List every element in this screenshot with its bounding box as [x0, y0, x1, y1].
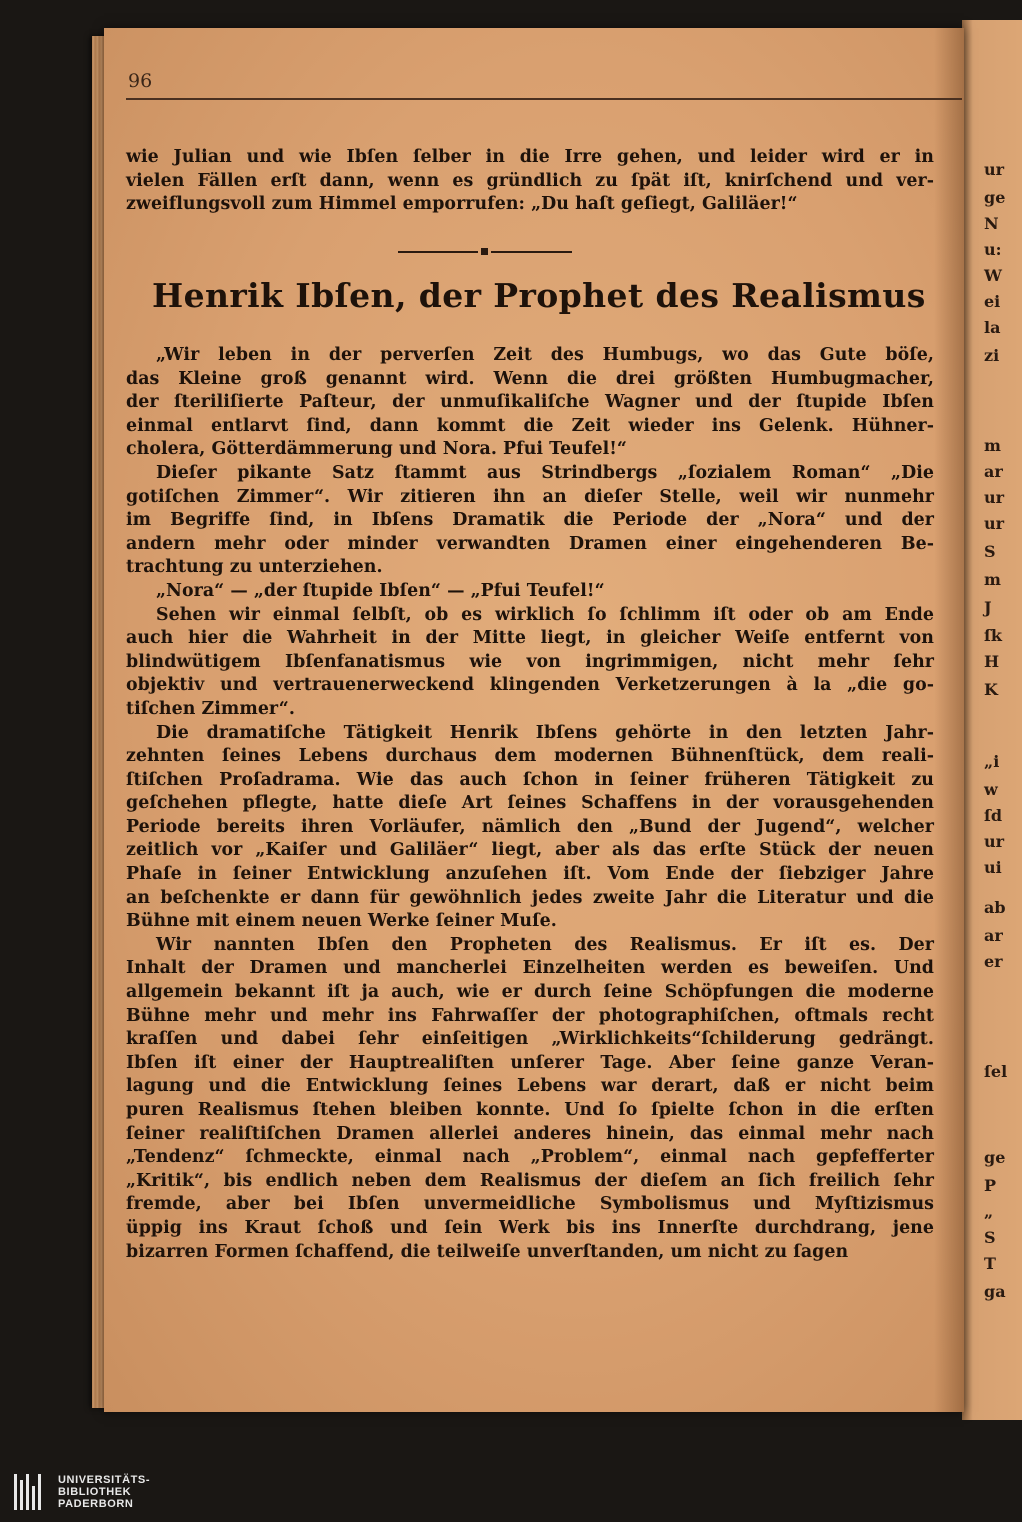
text-line: tiſchen Zimmer“.	[126, 698, 295, 719]
text-line: Bühne mit einem neuen Werke ſeiner Muſe.	[126, 911, 557, 932]
facing-page-fragment: S	[984, 542, 996, 561]
text-line: ſeiner realiſtiſchen Dramen allerlei anderes hinein, das einmal mehr nach	[126, 1123, 934, 1144]
text-line: Ibſen iſt einer der Hauptrealiſten unſerer Tage. Aber ſeine ganze Veran-	[126, 1052, 934, 1073]
facing-page-fragment: ui	[984, 858, 1002, 877]
text-line: der ſteriliſierte Paſteur, der unmuſikaliſche Wagner und der ſtupide Ibſen	[126, 392, 934, 413]
facing-page-fragment: ga	[984, 1282, 1006, 1301]
text-line: kraſſen und dabei ſehr einſeitigen „Wirklichkeits“ſchilderung gedrängt.	[126, 1029, 934, 1050]
text-line: „Kritik“, bis endlich neben dem Realismus der dieſem an ſich freilich ſehr	[126, 1170, 934, 1191]
library-logo-mark-icon	[14, 1474, 44, 1510]
body-text	[126, 344, 934, 1264]
facing-page-fragment: ur	[984, 160, 1005, 179]
chapter-heading: Henrik Ibſen, der Prophet des Realismus	[152, 276, 926, 315]
facing-page-fragment: er	[984, 952, 1003, 971]
text-line: „Tendenz“ ſchmeckte, einmal nach „Problem“, einmal nach gepfefferter	[126, 1147, 934, 1168]
facing-page-fragment: T	[984, 1254, 996, 1273]
facing-page-fragment: ge	[984, 1148, 1006, 1167]
text-line: Die dramatiſche Tätigkeit Henrik Ibſens gehörte in den letzten Jahr-	[156, 722, 934, 743]
facing-page-fragment: ur	[984, 488, 1005, 507]
text-line: Sehen wir einmal ſelbſt, ob es wirklich ſo ſchlimm iſt oder ob am Ende	[156, 604, 934, 625]
facing-page-fragment: w	[984, 780, 998, 799]
facing-page-fragment: ur	[984, 832, 1005, 851]
facing-page-fragment: J	[984, 598, 992, 617]
facing-page-fragment: „i	[984, 752, 1000, 771]
text-line: üppig ins Kraut ſchoß und ſein Werk bis ins Innerſte durchdrang, jene	[126, 1217, 934, 1238]
text-line: allgemein bekannt iſt ja auch, wie er durch ſeine Schöpfungen die moderne	[126, 982, 934, 1003]
facing-page-fragment: u:	[984, 240, 1002, 259]
text-line: zehnten ſeines Lebens durchaus dem modernen Bühnenſtück, dem reali-	[126, 746, 934, 767]
library-logo	[14, 1472, 150, 1512]
opening-paragraph	[126, 146, 934, 217]
facing-page-fragment: P	[984, 1176, 997, 1195]
text-line: fremde, aber bei Ibſen unvermeidliche Symbolismus und Myſtizismus	[126, 1194, 934, 1215]
text-line: gotiſchen Zimmer“. Wir zitieren ihn an dieſer Stelle, weil wir nunmehr	[126, 486, 934, 507]
text-line: zweiflungsvoll zum Himmel emporrufen: „Du haſt geſiegt, Galiläer!“	[126, 194, 798, 215]
facing-page-fragment: ei	[984, 292, 1001, 311]
text-line: zeitlich vor „Kaiſer und Galiläer“ liegt, aber als das erſte Stück der neuen	[126, 840, 934, 861]
header-rule	[126, 98, 962, 100]
library-logo-text: UNIVERSITÄTS- BIBLIOTHEK PADERBORN	[58, 1474, 151, 1510]
text-line: bizarren Formen ſchaffend, die teilweiſe unverſtanden, um nicht zu ſagen	[126, 1241, 849, 1262]
text-line: an beſchenkte er dann für gewöhnlich jedes zweite Jahr die Literatur und die	[126, 887, 934, 908]
facing-page-fragment: S	[984, 1228, 996, 1247]
facing-page-fragment: ſd	[984, 806, 1003, 825]
text-line: Bühne mehr und mehr ins Fahrwaſſer der photographiſchen, oftmals recht	[126, 1005, 934, 1026]
text-line: auch hier die Wahrheit in der Mitte liegt, in gleicher Weiſe entfernt von	[126, 628, 934, 649]
text-line: ſtiſchen Proſadrama. Wie das auch ſchon in ſeiner früheren Tätigkeit zu	[126, 769, 934, 790]
facing-page-fragment: ar	[984, 926, 1003, 945]
facing-page-fragment: W	[984, 266, 1002, 285]
facing-page-fragment: ab	[984, 898, 1006, 917]
facing-page-fragment: la	[984, 318, 1001, 337]
facing-page-fragment: ur	[984, 514, 1005, 533]
text-line: Phaſe in ſeiner Entwicklung anzuſehen iſt. Vom Ende der ſiebziger Jahre	[126, 864, 934, 885]
facing-page-fragment: m	[984, 570, 1001, 589]
facing-page-fragment: zi	[984, 346, 1000, 365]
facing-page-fragment: ſel	[984, 1062, 1008, 1081]
text-line: trachtung zu unterziehen.	[126, 557, 383, 578]
text-line: Dieſer pikante Satz ſtammt aus Strindbergs „ſozialem Roman“ „Die	[156, 462, 934, 483]
text-line: lagung und die Entwicklung ſeines Lebens war derart, daß er nicht beim	[126, 1076, 934, 1097]
text-line: „Wir leben in der perverſen Zeit des Humbugs, wo das Gute böſe,	[156, 345, 934, 365]
text-line: Periode bereits ihren Vorläufer, nämlich den „Bund der Jugend“, welcher	[126, 816, 934, 837]
facing-page-fragment: ar	[984, 462, 1003, 481]
text-line: geſchehen pflegte, hatte dieſe Art ſeines Schaffens in der vorausgehenden	[126, 793, 934, 814]
text-line: puren Realismus ſtehen bleiben konnte. Und ſo ſpielte ſchon in die erſten	[126, 1100, 934, 1120]
text-line: vielen Fällen erſt dann, wenn es gründlich zu ſpät iſt, knirſchend und ver-	[126, 170, 934, 191]
section-divider-ornament	[398, 248, 572, 256]
text-line: objektiv und vertrauenerweckend klingenden Verketzerungen à la „die go-	[126, 675, 934, 696]
text-line: andern mehr oder minder verwandten Dramen einer eingehenderen Be-	[126, 533, 934, 554]
text-line: im Begriffe ſind, in Ibſens Dramatik die Periode der „Nora“ und der	[126, 510, 934, 531]
facing-page-fragment: H	[984, 652, 1000, 671]
facing-page-fragment: ge	[984, 188, 1006, 207]
text-line: wie Julian und wie Ibſen ſelber in die Irre gehen, und leider wird er in	[126, 147, 934, 167]
facing-page-fragment: „	[984, 1202, 994, 1221]
facing-page-fragment: K	[984, 680, 998, 699]
text-line: „Nora“ — „der ſtupide Ibſen“ — „Pfui Teufel!“	[156, 580, 605, 601]
page-number: 96	[128, 70, 153, 92]
facing-page-fragment: N	[984, 214, 999, 233]
text-line: einmal entlarvt ſind, dann kommt die Zeit wieder ins Gelenk. Hühner-	[126, 415, 934, 436]
next-page-edge	[962, 20, 1022, 1420]
text-line: Inhalt der Dramen und mancherlei Einzelheiten werden es beweiſen. Und	[126, 958, 934, 979]
text-line: cholera, Götterdämmerung und Nora. Pfui Teufel!“	[126, 439, 627, 460]
text-line: das Kleine groß genannt wird. Wenn die drei größten Humbugmacher,	[126, 368, 934, 389]
text-line: blindwütigem Ibſenfanatismus wie von ingrimmigen, nicht mehr ſehr	[126, 651, 934, 672]
facing-page-fragment: m	[984, 436, 1001, 455]
facing-page-fragment: ſk	[984, 626, 1002, 645]
text-line: Wir nannten Ibſen den Propheten des Realismus. Er iſt es. Der	[156, 934, 934, 955]
